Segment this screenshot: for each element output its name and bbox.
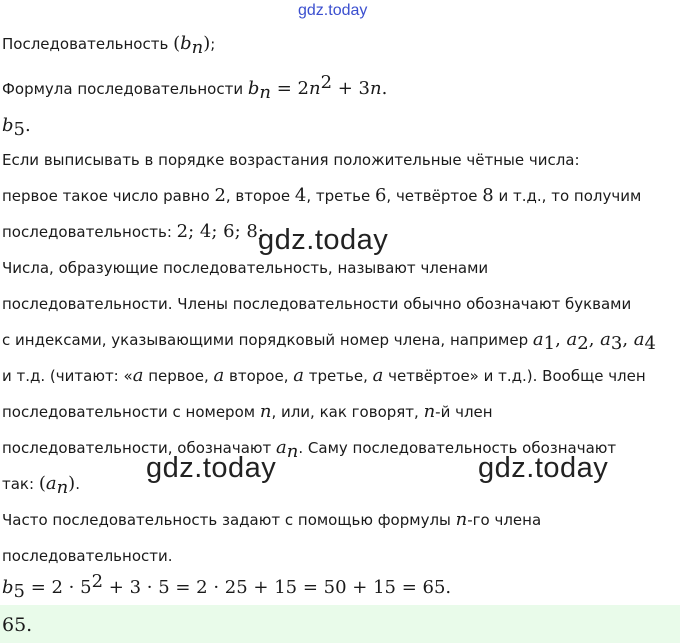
theory-line-5: первое такое число равно 2, второе 4, третье 6, четвёртое 8 и т.д., то получим: [2, 185, 642, 206]
theory-line-10: и т.д. (читают: «a первое, a второе, a третье, a четвёртое» и т.д.). Вообще член: [2, 365, 646, 386]
task-line-formula: Формула последовательности $b_n = 2n^2 + 3n$.: [2, 72, 388, 103]
task-line-sequence: Последовательность $(b_n)$;: [2, 33, 216, 58]
theory-line-13: так: $(a_n)$.: [2, 473, 80, 498]
theory-line-4: Если выписывать в порядке возрастания положительные чётные числа:: [2, 151, 580, 169]
watermark-right: gdz.today: [478, 452, 609, 484]
theory-line-8: последовательности. Члены последовательности обычно обозначают буквами: [2, 295, 632, 313]
task-line-find: $b_5$.: [2, 115, 31, 140]
answer-value: 65.: [2, 614, 33, 636]
theory-line-9: с индексами, указывающими порядковый номер члена, например $a_1$, $a_2$, $a_3$, $a_4$: [2, 329, 656, 354]
theory-line-7: Числа, образующие последовательность, называют членами: [2, 259, 489, 277]
watermark-left: gdz.today: [146, 452, 277, 484]
answer-box: [0, 605, 680, 643]
theory-line-14: Часто последовательность задают с помощью формулы n-го члена: [2, 509, 542, 530]
watermark-mid: gdz.today: [258, 224, 389, 256]
theory-line-12: последовательности, обозначают $a_n$. Саму последовательность обозначают: [2, 437, 617, 462]
watermark-top: gdz.today: [298, 2, 368, 19]
theory-line-15: последовательности.: [2, 547, 173, 565]
theory-line-11: последовательности с номером n, или, как говорят, n-й член: [2, 401, 493, 422]
solution-line: $b_5 = 2 \cdot 5^2 + 3 \cdot 5 = 2 \cdot 25 + 15 = 50 + 15 = 65$.: [2, 571, 452, 602]
theory-line-6: последовательность: 2; 4; 6; 8;: [2, 221, 264, 242]
